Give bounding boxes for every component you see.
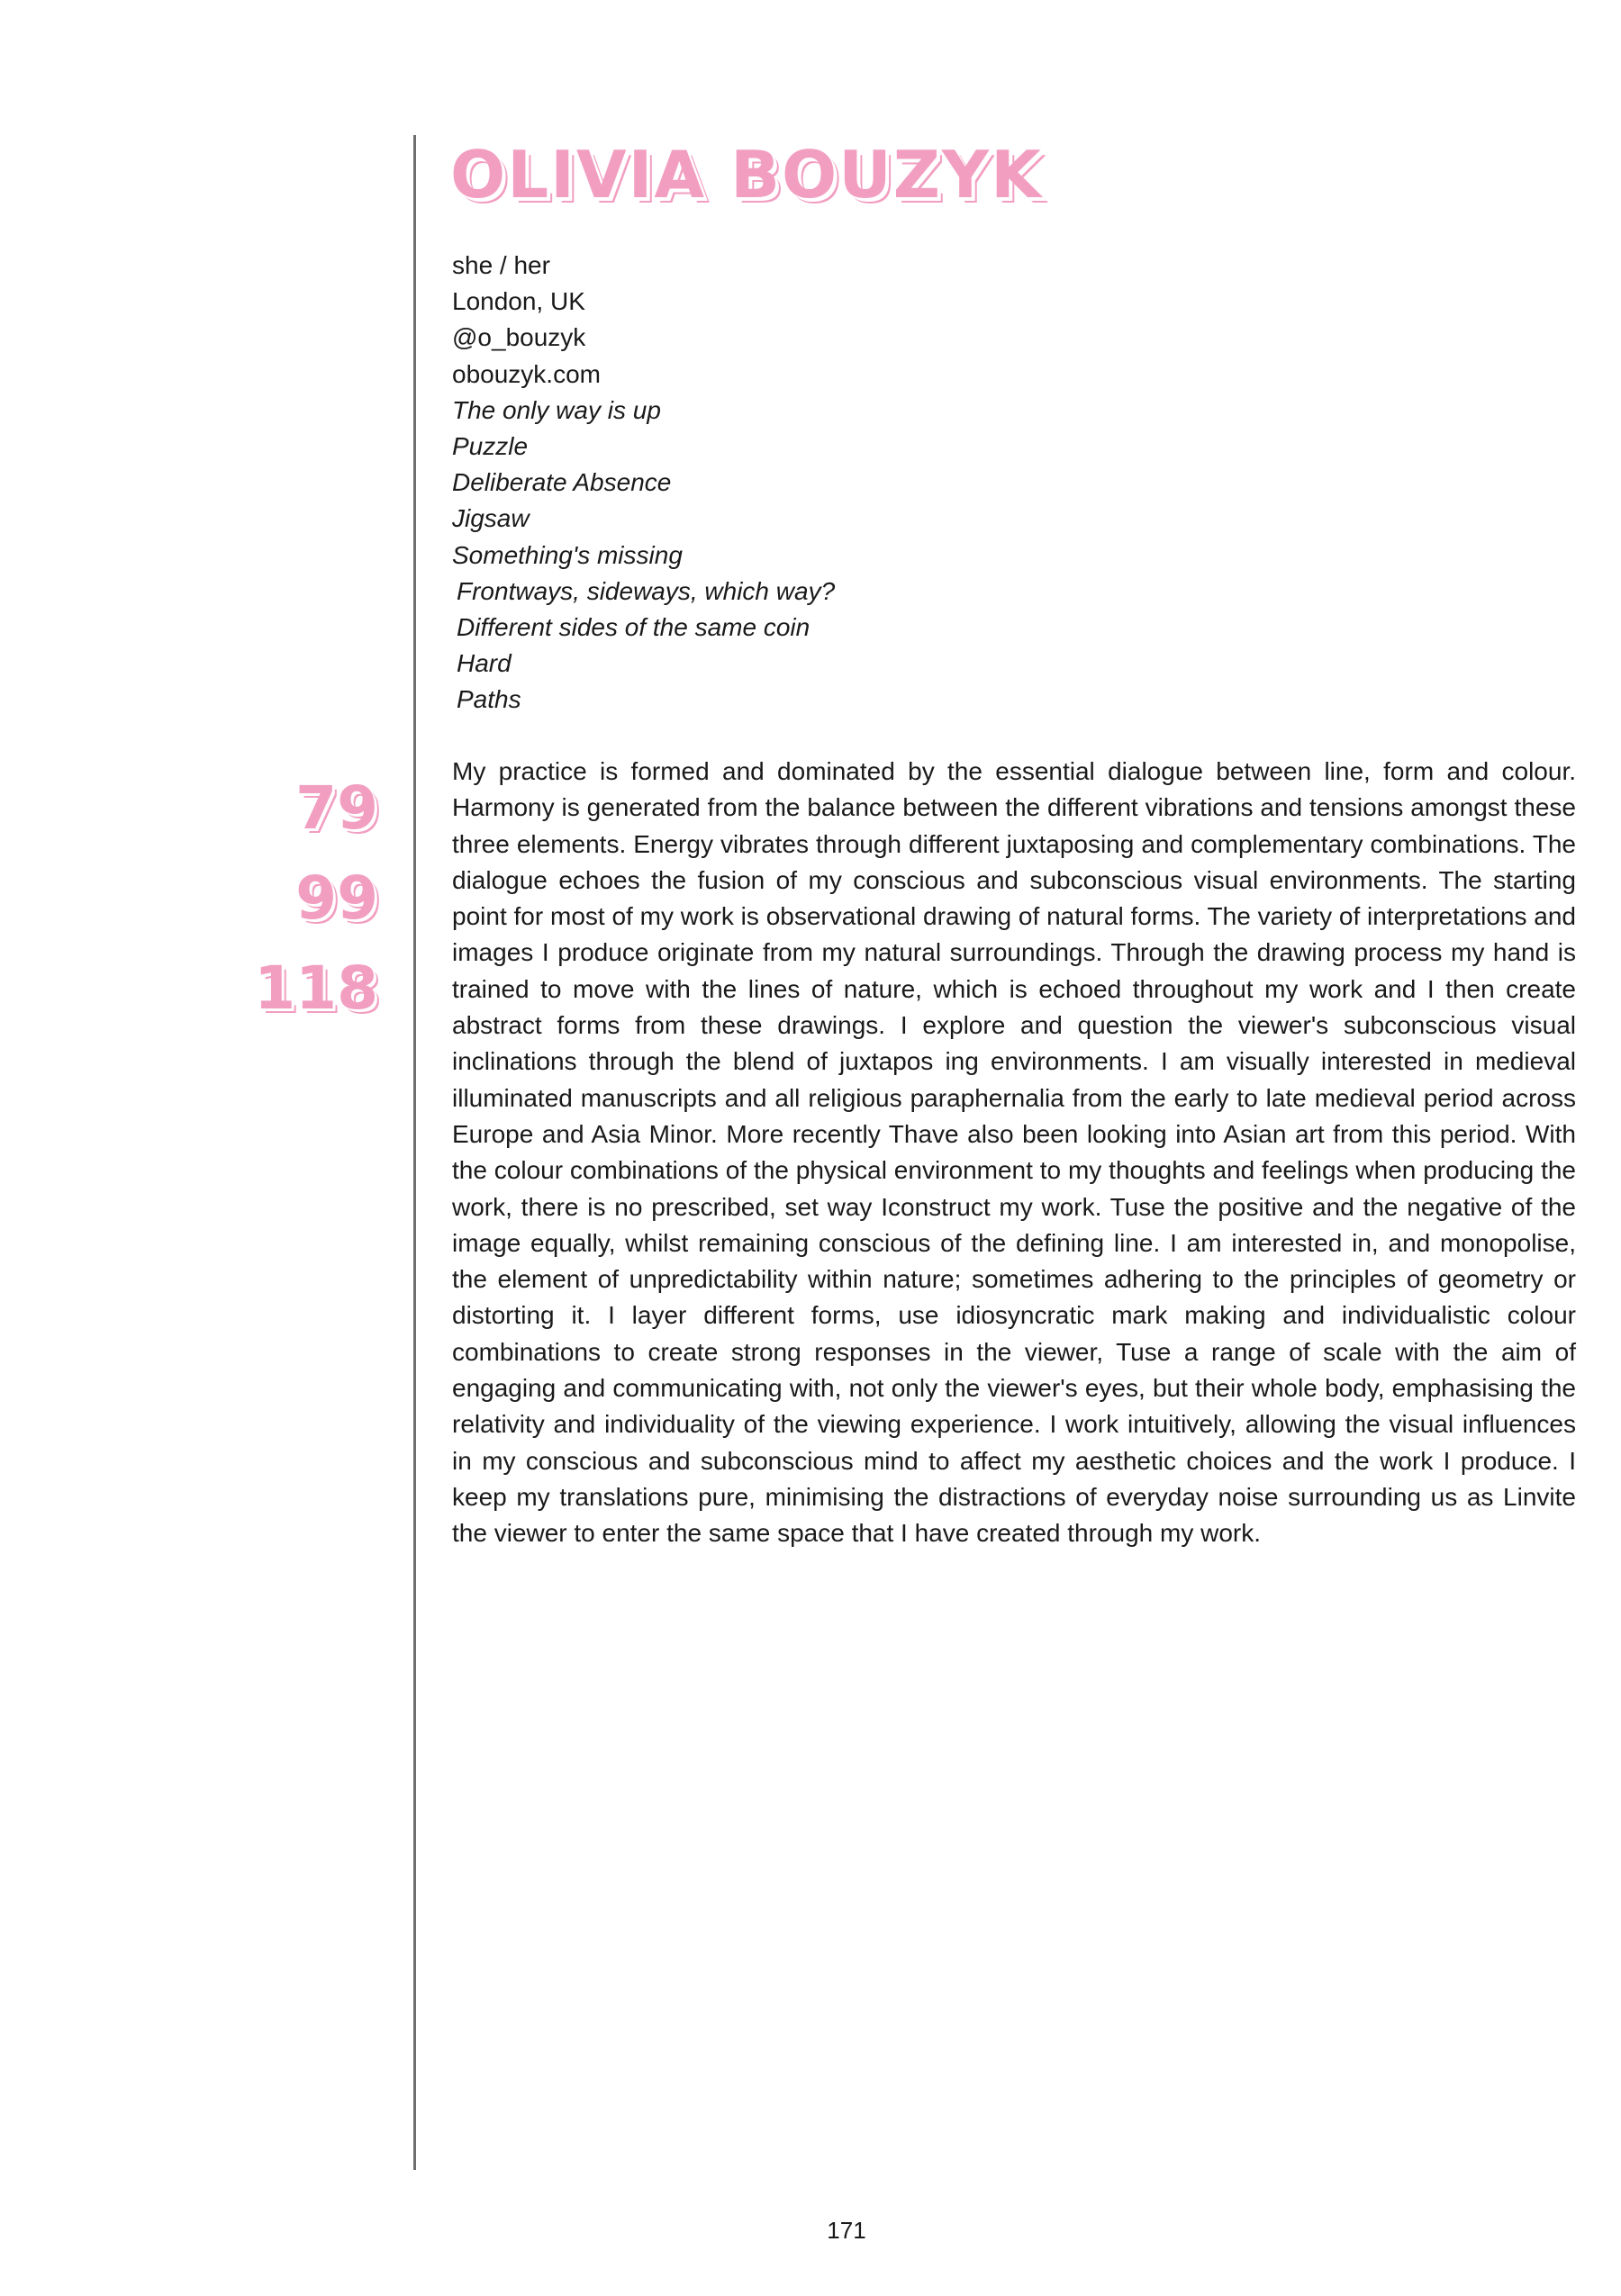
page-reference: 118 <box>254 954 378 1023</box>
work-title: Hard <box>457 649 512 678</box>
work-title: Something's missing <box>452 540 683 569</box>
page-references <box>216 764 378 1034</box>
work-title: Paths <box>457 685 521 714</box>
pronouns: she / her <box>452 251 550 279</box>
page-reference: 99 <box>295 863 378 933</box>
work-title: Jigsaw <box>452 504 530 533</box>
work-title: Deliberate Absence <box>452 468 672 497</box>
instagram-handle: @o_bouzyk <box>452 323 586 352</box>
vertical-rule <box>413 135 416 2170</box>
work-title: The only way is up <box>452 395 661 424</box>
work-title: Puzzle <box>452 432 529 461</box>
location: London, UK <box>452 287 585 316</box>
artist-name: OLIVIA BOUZYK <box>450 137 1043 212</box>
work-title: Frontways, sideways, which way? <box>457 576 836 605</box>
page-reference: 79 <box>295 773 378 843</box>
work-title: Different sides of the same coin <box>457 613 810 642</box>
website: obouzyk.com <box>452 359 601 388</box>
artist-statement: My practice is formed and dominated by the essential dialogue between line, form and colour. Harmony is generated from the balance between the different vibrations and tensions amongst these three elements. Energy vibrates through different juxtaposing and complementary combinations. The dialogue echoes the fusion of my conscious and subconscious visual environments. The starting point for most of my work is observational drawing of natural forms. The variety of interpretations and images I produce originate from my natural surroundings. Through the drawing process my hand is trained to move with the lines of nature, which is echoed throughout my work and I then create abstract forms from these drawings. I explore and question the viewer's subconscious visual inclinations through the blend of juxtapos ing environments. I am visually interested in medieval illuminated manuscripts and all religious paraphernalia from the early to late medieval period across Europe and Asia Minor. More recently Thave also been looking into Asian art from this period. With the colour combinations of the physical environment to my thoughts and feelings when producing the work, there is no prescribed, set way Iconstruct my work. Tuse the positive and the negative of the image equally, whilst remaining conscious of the defining line. I am interested in, and monopolise, the element of unpredictability within nature; sometimes adhering to the principles of geometry or distorting it. I layer different forms, use idiosyncratic mark making and individualistic colour combinations to create strong responses in the viewer, Tuse a range of scale with the aim of engaging and communicating with, not only the viewer's eyes, but their whole body, emphasising the relativity and individuality of the viewing experience. I work intuitively, allowing the visual influences in my conscious and subconscious mind to affect my aesthetic choices and the work I produce. I keep my translations pure, minimising the distractions of everyday noise surrounding us as Linvite the viewer to enter the same space that I have created through my work. <box>452 757 1576 1548</box>
page-number: 171 <box>827 2217 866 2244</box>
artist-info <box>452 248 835 719</box>
